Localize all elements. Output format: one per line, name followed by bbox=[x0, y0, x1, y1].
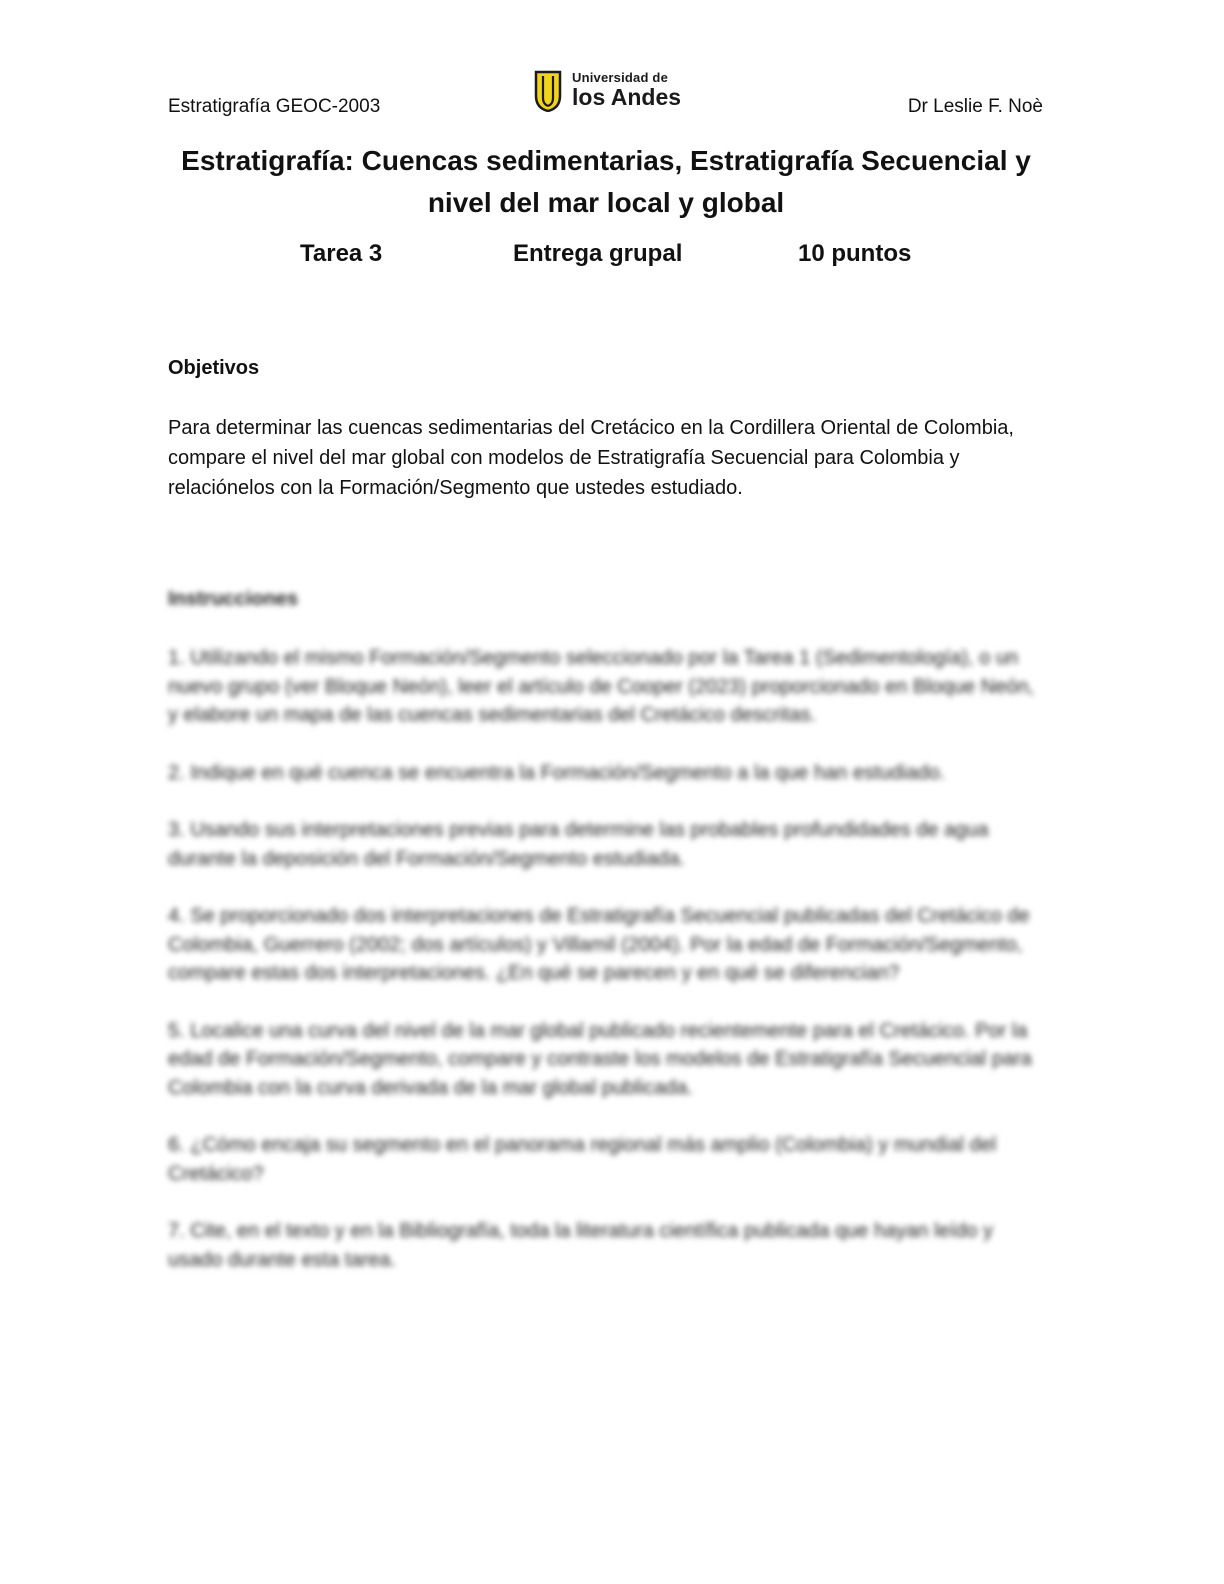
title-line-1: Estratigrafía: Cuencas sedimentarias, Estratigrafía Secuencial y bbox=[181, 145, 1031, 176]
instruction-item: 5. Localice una curva del nivel de la mar global publicado recientemente para el Cretácico. Por la edad de Formación/Segmento, compare y contraste los modelos de Estratigrafía Secuencial para Colombia con la curva derivada de la mar global publicada. bbox=[168, 1019, 1032, 1099]
title-line-2: nivel del mar local y global bbox=[427, 187, 785, 218]
course-code: Estratigrafía GEOC-2003 bbox=[168, 96, 381, 117]
university-logo bbox=[534, 68, 684, 116]
task-number: Tarea 3 bbox=[300, 240, 383, 267]
instructions-list bbox=[168, 644, 1043, 1303]
objectives-heading: Objetivos bbox=[168, 357, 260, 379]
delivery-type: Entrega grupal bbox=[513, 240, 683, 267]
instruction-item: 3. Usando sus interpretaciones previas para determine las probables profundidades de agua durante la deposición del Formación/Segmento estudiada. bbox=[168, 819, 989, 870]
instruction-item: 6. ¿Cómo encaja su segmento en el panorama regional más amplio (Colombia) y mundial del Cretácico? bbox=[168, 1134, 997, 1185]
objectives-text: Para determinar las cuencas sedimentarias del Cretácico en la Cordillera Oriental de Colombia, compare el nivel del mar global con modelos de Estratigrafía Secuencial para Colombia y relaciónelos con la Formación/Segmento que ustedes estudiado. bbox=[168, 417, 1014, 499]
instruction-item: 7. Cite, en el texto y en la Bibliografía, toda la literatura científica publicada que hayan leído y usado durante esta tarea. bbox=[168, 1220, 993, 1271]
instructions-heading: Instrucciones bbox=[168, 588, 299, 610]
instruction-item: 4. Se proporcionado dos interpretaciones de Estratigrafía Secuencial publicadas del Cretácico de Colombia, Guerrero (2002; dos artículos) y Villamil (2004). Por la edad de Formación/Segmento, compare estas dos interpretaciones. ¿En qué se parecen y en qué se diferencian? bbox=[168, 905, 1030, 984]
logo-line-1: Universidad de bbox=[572, 70, 668, 85]
instruction-item: 1. Utilizando el mismo Formación/Segmento seleccionado por la Tarea 1 (Sedimentología), o un nuevo grupo (ver Bloque Neón), leer el artículo de Cooper (2023) proporcionado en Bloque Neón, y elabore un mapa de las cuencas sedimentarias del Cretácico descritas. bbox=[168, 647, 1035, 726]
points-value: 10 puntos bbox=[798, 240, 912, 267]
instructor-name: Dr Leslie F. Noè bbox=[907, 96, 1043, 117]
document-title bbox=[168, 140, 1044, 224]
instruction-item: 2. Indique en qué cuenca se encuentra la Formación/Segmento a la que han estudiado. bbox=[168, 761, 946, 784]
shield-icon bbox=[534, 70, 562, 112]
logo-line-2: los Andes bbox=[572, 84, 682, 110]
